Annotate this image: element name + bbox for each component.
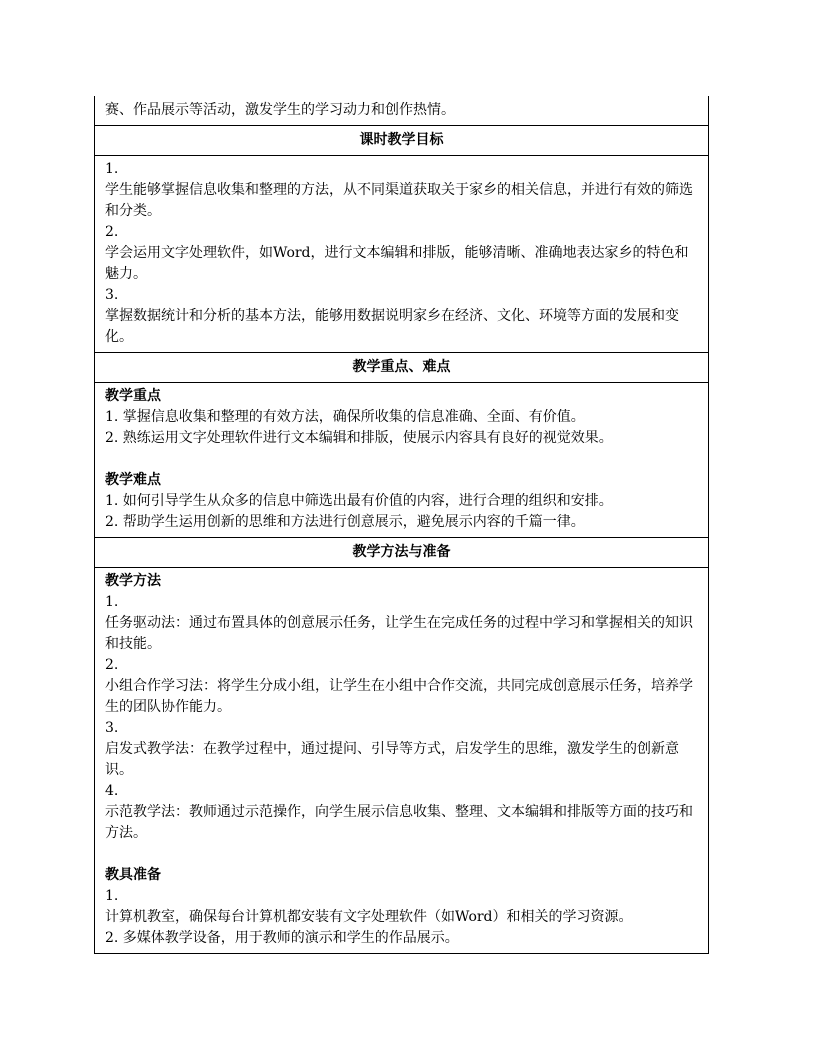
method-number: 3. [105, 720, 119, 736]
method-text: 示范教学法：教师通过示范操作，向学生展示信息收集、整理、文本编辑和排版等方面的技巧和方法。 [105, 804, 693, 841]
tools-heading: 教具准备 [105, 867, 161, 883]
difficulty-item: 2. 帮助学生运用创新的思维和方法进行创意展示，避免展示内容的千篇一律。 [105, 514, 585, 530]
objective-text: 学会运用文字处理软件，如Word，进行文本编辑和排版，能够清晰、准确地表达家乡的特色和魅力。 [105, 245, 689, 282]
blank-line [105, 449, 698, 470]
tool-extra-text: 2. 多媒体教学设备，用于教师的演示和学生的作品展示。 [105, 930, 459, 946]
methods-heading: 教学方法 [105, 573, 161, 589]
method-number: 1. [105, 594, 119, 610]
objective-number: 1. [105, 161, 119, 177]
methods-header: 教学方法与准备 [95, 537, 708, 567]
blank-line [105, 844, 698, 865]
objective-number: 3. [105, 287, 119, 303]
objective-number: 2. [105, 224, 119, 240]
focus-heading: 教学重点 [105, 388, 161, 404]
intro-cell [95, 96, 708, 125]
objective-text: 学生能够掌握信息收集和整理的方法，从不同渠道获取关于家乡的相关信息，并进行有效的筛选和分类。 [105, 182, 693, 219]
method-number: 4. [105, 783, 119, 799]
method-text: 启发式教学法：在教学过程中，通过提问、引导等方式，启发学生的思维，激发学生的创新意识。 [105, 741, 679, 778]
objectives-header: 课时教学目标 [95, 125, 708, 155]
key-points-header: 教学重点、难点 [95, 352, 708, 382]
difficulty-heading: 教学难点 [105, 472, 161, 488]
key-points-cell [95, 382, 708, 537]
objective-text: 掌握数据统计和分析的基本方法，能够用数据说明家乡在经济、文化、环境等方面的发展和变化。 [105, 308, 679, 345]
focus-item: 2. 熟练运用文字处理软件进行文本编辑和排版，使展示内容具有良好的视觉效果。 [105, 430, 613, 446]
objectives-cell [95, 155, 708, 352]
tool-number: 1. [105, 888, 119, 904]
difficulty-item: 1. 如何引导学生从众多的信息中筛选出最有价值的内容，进行合理的组织和安排。 [105, 493, 613, 509]
tool-text: 计算机教室，确保每台计算机都安装有文字处理软件（如Word）和相关的学习资源。 [105, 909, 633, 925]
method-number: 2. [105, 657, 119, 673]
method-text: 小组合作学习法：将学生分成小组，让学生在小组中合作交流，共同完成创意展示任务，培养学生的团队协作能力。 [105, 678, 693, 715]
focus-item: 1. 掌握信息收集和整理的有效方法，确保所收集的信息准确、全面、有价值。 [105, 409, 585, 425]
intro-tail-text: 赛、作品展示等活动，激发学生的学习动力和创作热情。 [105, 102, 455, 118]
methods-cell [95, 567, 708, 953]
method-text: 任务驱动法：通过布置具体的创意展示任务，让学生在完成任务的过程中学习和掌握相关的知识和技能。 [105, 615, 693, 652]
lesson-plan-table [94, 96, 709, 954]
